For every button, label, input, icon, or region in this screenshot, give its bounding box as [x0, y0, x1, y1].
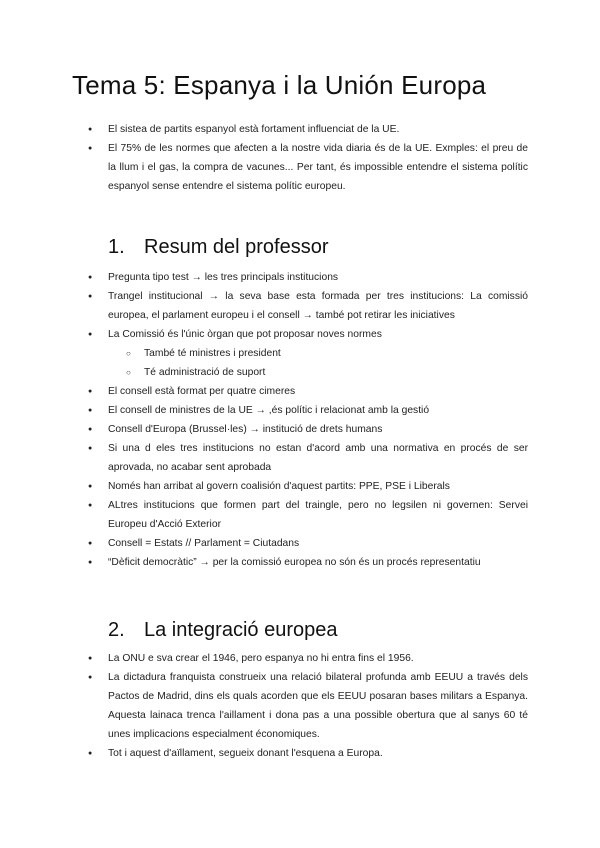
section-title: Resum del professor [144, 236, 329, 258]
section-number: 2. [108, 619, 125, 641]
list-item: ● El 75% de les normes que afecten a la nostre vida diaria és de la UE. Exmples: el preu de la llum i el gas, la compra de vacunes... Per tant, és impossible entendre el sistema polític espanyol sense entendre el sistema polític europeu. [78, 139, 528, 196]
list-item: ● Només han arribat al govern coalisión d'aquest partits: PPE, PSE i Liberals [78, 477, 528, 496]
document-title: Tema 5: Espanya i la Unión Europa [72, 70, 487, 100]
list-item: ● Tot i aquest d'aïllament, segueix donant l'esquena a Europa. [78, 744, 528, 763]
list-item: ● Consell = Estats // Parlament = Ciutadans [78, 534, 528, 553]
section-heading-2 [108, 619, 337, 642]
list-item: ● La dictadura franquista construeix una relació bilateral profunda amb EEUU a través dels Pactos de Madrid, dins els quals acorden que els EEUU posaran bases militars a Espanya. Aquesta lainaca trenca l'aillament i dona pas a una possible obertura que al sanys 60 té unes implicacions especialment économiques. [78, 668, 528, 744]
list-item: ● El consell està format per quatre cimeres [78, 382, 528, 401]
section-heading-1 [108, 236, 329, 259]
list-item: ● ALtres institucions que formen part del traingle, pero no legsilen ni governen: Servei Europeu d'Acció Exterior [78, 496, 528, 534]
sub-list-item: ○ Té administració de suport [78, 363, 528, 382]
list-item: ● La ONU e sva crear el 1946, pero espanya no hi entra fins el 1956. [78, 649, 528, 668]
list-item: ● Si una d eles tres institucions no estan d'acord amb una normativa en procés de ser aprovada, no acabar sent aprobada [78, 439, 528, 477]
section-1-list [78, 268, 528, 572]
list-item: ● “Dèficit democràtic” → per la comissió europea no són és un procés representatiu [78, 553, 528, 572]
list-item: ● Trangel institucional → la seva base esta formada per tres institucions: La comissió europea, el parlament europeu i el consell → també pot retirar les iniciatives [78, 287, 528, 325]
list-item: ● El sistea de partits espanyol està fortament influenciat de la UE. [78, 120, 528, 139]
intro-list [78, 120, 528, 196]
section-number: 1. [108, 236, 125, 258]
list-item: ● El consell de ministres de la UE → ,és polític i relacionat amb la gestió [78, 401, 528, 420]
list-item: ● La Comissió és l'únic òrgan que pot proposar noves normes [78, 325, 528, 344]
list-item: ● Pregunta tipo test → les tres principals institucions [78, 268, 528, 287]
sub-list-item: ○ També té ministres i president [78, 344, 528, 363]
section-title: La integració europea [144, 619, 338, 641]
list-item: ● Consell d'Europa (Brussel·les) → institució de drets humans [78, 420, 528, 439]
section-2-list [78, 649, 528, 763]
